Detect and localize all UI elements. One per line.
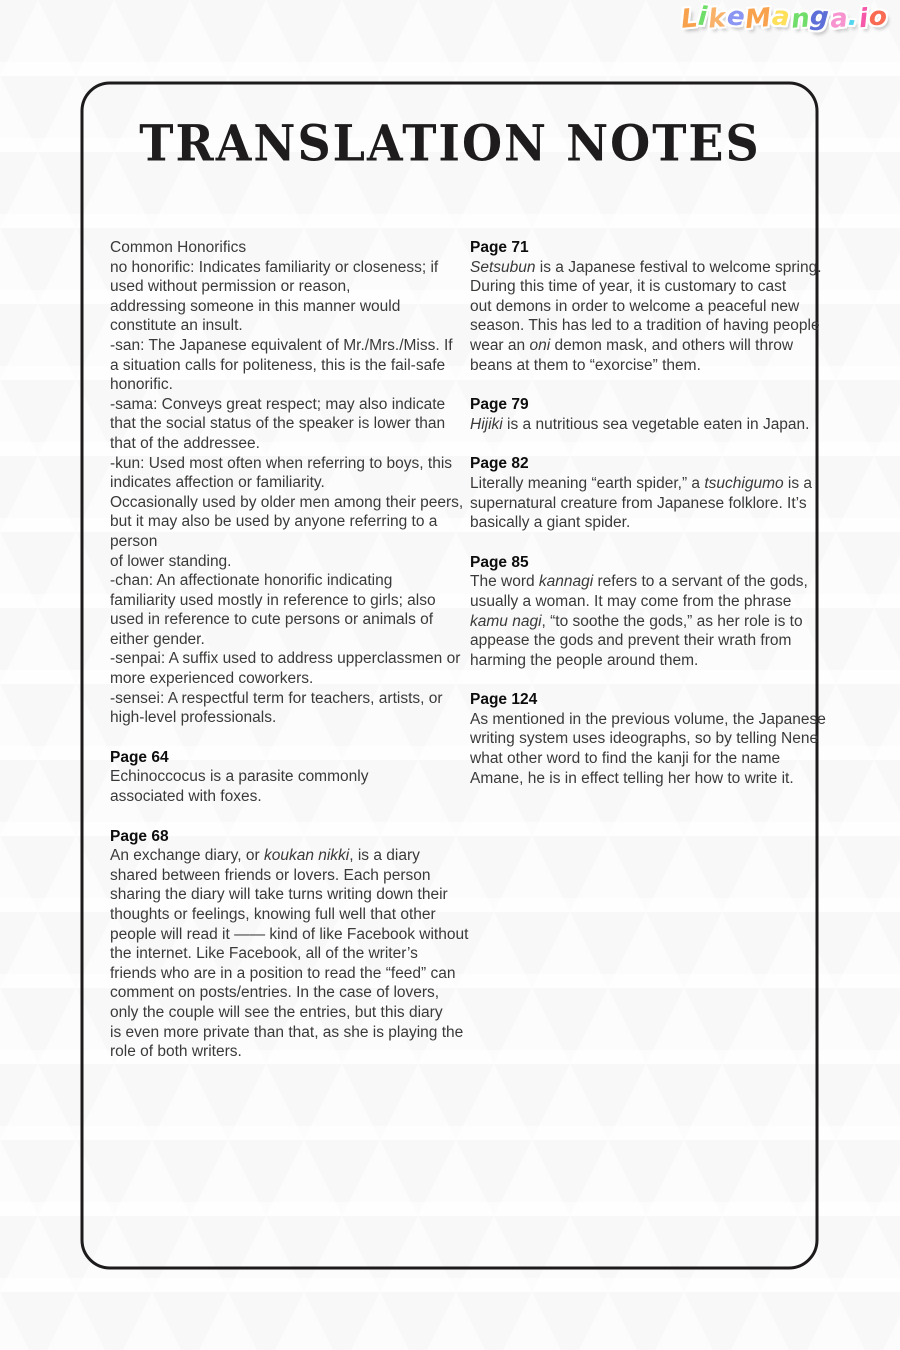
- site-logo-watermark[interactable]: [681, 1, 888, 35]
- note-line: role of both writers.: [110, 1043, 242, 1061]
- note-line: harming the people around them.: [470, 651, 699, 669]
- note-line: what other word to find the kanji for the name: [470, 750, 781, 768]
- note-block: [470, 454, 830, 532]
- note-page-heading: Page 85: [470, 553, 529, 571]
- note-line: indicates affection or familiarity.: [110, 474, 325, 492]
- note-line: Amane, he is in effect telling her how to write it.: [470, 769, 794, 787]
- note-line: the internet. Like Facebook, all of the writer’s: [110, 945, 418, 963]
- note-block: [470, 553, 830, 671]
- note-line: thoughts or feelings, knowing full well that other: [110, 906, 436, 923]
- italic-term: kannagi: [538, 573, 594, 591]
- note-line: no honorific: Indicates familiarity or closeness; if: [110, 258, 439, 276]
- italic-term: Hijiki: [470, 415, 503, 433]
- note-block: [110, 827, 470, 1062]
- note-line: sharing the diary will take turns writing down their: [110, 886, 448, 904]
- note-line: -sama: Conveys great respect; may also indicate: [110, 395, 446, 413]
- note-line: is even more private than that, as she is playing the: [110, 1023, 464, 1041]
- logo-letter: a: [771, 1, 792, 33]
- italic-term: oni: [529, 336, 551, 354]
- italic-term: kamu nagi: [470, 612, 542, 630]
- logo-letter: .: [847, 1, 861, 33]
- note-line: -kun: Used most often when referring to boys, this: [110, 454, 453, 472]
- note-line: more experienced coworkers.: [110, 670, 314, 688]
- note-line: -chan: An affectionate honorific indicating: [110, 572, 393, 590]
- note-line: An exchange diary, or koukan nikki, is a diary: [110, 847, 420, 865]
- logo-letter: M: [744, 2, 774, 36]
- note-line: used without permission or reason,: [110, 278, 351, 296]
- note-page-heading: Page 68: [110, 827, 169, 845]
- note-line: The word kannagi refers to a servant of the gods,: [470, 573, 808, 591]
- note-line: but it may also be used by anyone referring to a: [110, 513, 438, 531]
- note-line: that the social status of the speaker is lower than: [110, 415, 446, 433]
- italic-term: Setsubun: [470, 258, 536, 276]
- note-block: [110, 238, 470, 728]
- note-line: associated with foxes.: [110, 788, 262, 806]
- note-line: Hijiki is a nutritious sea vegetable eaten in Japan.: [470, 415, 810, 433]
- note-line: appease the gods and prevent their wrath from: [470, 632, 792, 650]
- note-line: honorific.: [110, 376, 173, 394]
- italic-term: tsuchigumo: [704, 474, 784, 492]
- note-page-heading: Page 82: [470, 455, 529, 473]
- logo-letter: i: [697, 1, 710, 33]
- note-line: Occasionally used by older men among their peers,: [110, 493, 464, 511]
- note-line: friends who are in a position to read the “feed” can: [110, 964, 456, 982]
- note-line: high-level professionals.: [110, 709, 277, 727]
- logo-letter: e: [725, 1, 747, 33]
- note-line: season. This has led to a tradition of having people: [470, 317, 820, 335]
- note-page-heading: Page 71: [470, 239, 529, 256]
- note-line: shared between friends or lovers. Each person: [110, 866, 431, 884]
- note-line: only the couple will see the entries, but this diary: [110, 1003, 443, 1021]
- note-line: wear an oni demon mask, and others will throw: [470, 336, 794, 354]
- note-line: out demons in order to welcome a peaceful new: [470, 297, 800, 315]
- logo-letter: L: [679, 3, 700, 35]
- logo-letter: o: [868, 1, 890, 33]
- note-line: comment on posts/entries. In the case of lovers,: [110, 984, 440, 1002]
- note-line: person: [110, 532, 158, 550]
- logo-letter: g: [809, 1, 831, 33]
- logo-letter: i: [858, 3, 871, 35]
- note-block: [470, 395, 830, 434]
- note-line: constitute an insult.: [110, 317, 243, 335]
- note-page-heading: Page 64: [110, 748, 169, 766]
- note-line: Echinoccocus is a parasite commonly: [110, 768, 369, 786]
- note-line: basically a giant spider.: [470, 514, 631, 532]
- note-line: of lower standing.: [110, 552, 232, 570]
- note-line: Literally meaning “earth spider,” a tsuchigumo is a: [470, 474, 813, 492]
- note-line: that of the addressee.: [110, 434, 260, 452]
- note-line: either gender.: [110, 630, 205, 648]
- page-title: TRANSLATION NOTES: [139, 113, 761, 173]
- note-line: As mentioned in the previous volume, the Japanese: [470, 710, 826, 728]
- italic-term: koukan nikki: [263, 847, 350, 865]
- logo-letter: n: [789, 3, 812, 35]
- note-line: -senpai: A suffix used to address upperclassmen or: [110, 650, 461, 668]
- note-line: familiarity used mostly in reference to girls; also: [110, 591, 436, 609]
- note-line: beans at them to “exorcise” them.: [470, 356, 701, 374]
- note-line: During this time of year, it is customary to cast: [470, 278, 787, 296]
- note-line: writing system uses ideographs, so by telling Nene: [470, 730, 819, 748]
- note-line: used in reference to cute persons or animals of: [110, 611, 434, 629]
- note-line: Common Honorifics: [110, 239, 247, 256]
- note-line: usually a woman. It may come from the phrase: [470, 592, 792, 610]
- note-line: -sensei: A respectful term for teachers, artists, or: [110, 689, 443, 707]
- note-block: [110, 748, 470, 807]
- note-page-heading: Page 124: [470, 691, 538, 709]
- note-line: addressing someone in this manner would: [110, 297, 401, 315]
- note-line: a situation calls for politeness, this is the fail-safe: [110, 356, 446, 374]
- note-line: Setsubun is a Japanese festival to welcome spring.: [470, 258, 822, 276]
- note-block: [470, 690, 830, 788]
- note-block: [470, 238, 830, 375]
- note-line: -san: The Japanese equivalent of Mr./Mrs./Miss. If: [110, 336, 453, 354]
- notes-column-right: [470, 238, 830, 808]
- logo-letter: a: [828, 3, 850, 35]
- note-line: people will read it —— kind of like Facebook without: [110, 925, 469, 943]
- note-page-heading: Page 79: [470, 396, 529, 414]
- logo-letter: k: [707, 3, 728, 35]
- note-line: supernatural creature from Japanese folklore. It’s: [470, 494, 807, 512]
- note-line: kamu nagi, “to soothe the gods,” as her role is to: [470, 612, 803, 630]
- notes-column-left: [110, 238, 470, 1082]
